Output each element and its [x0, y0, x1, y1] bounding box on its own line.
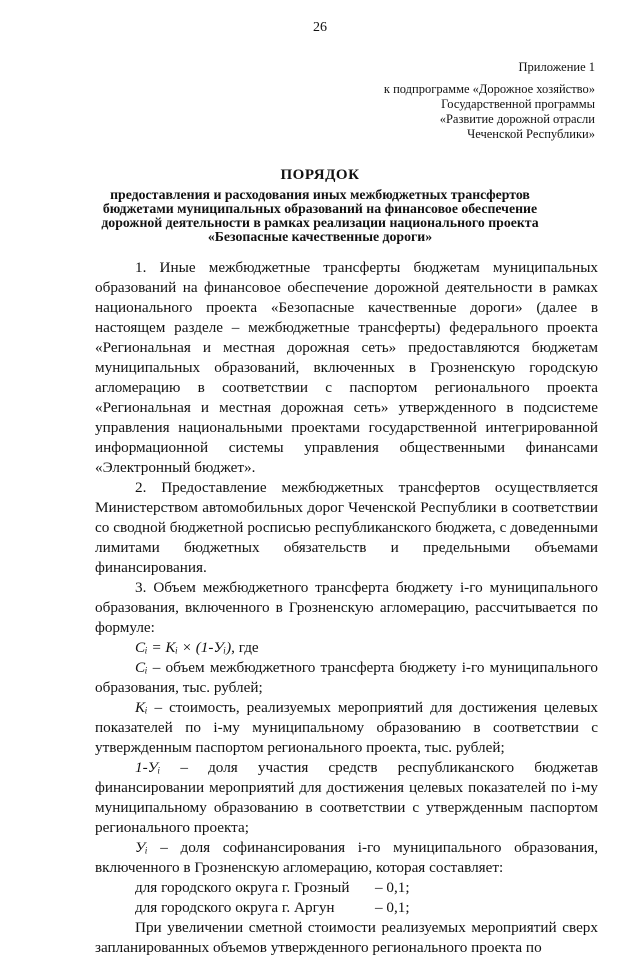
- city-value: – 0,1;: [375, 899, 410, 916]
- annex-line: «Развитие дорожной отрасли: [439, 112, 595, 126]
- paragraph-2: 2. Предоставление межбюджетных трансфертов осуществляется Министерством автомобильных дорог Чеченской Республики в соответствии со сводной бюджетной росписью республиканского бюджета, с доведенными лимитами бюджетных обязательств и предельными объемами финансирования.: [95, 479, 598, 576]
- annex-line: Чеченской Республики»: [467, 127, 595, 141]
- annex-line: Государственной программы: [441, 97, 595, 111]
- annex-title: Приложение 1: [518, 60, 595, 74]
- definition-1-u-text: – доля участия средств республиканского бюджетав финансировании мероприятий для достижения целевых показателей по i-му муниципальному образованию в соответствии с утвержденным паспортом регионального проекта;: [95, 759, 598, 836]
- formula-math: Cᵢ = Kᵢ × (1-Уᵢ): [135, 639, 232, 656]
- city-value: – 0,1;: [375, 879, 410, 896]
- paragraph-1: 1. Иные межбюджетные трансферты бюджетам муниципальных образований на финансовое обеспечение дорожной деятельности в рамках национального проекта «Безопасные качественные дороги» (далее в настоящем разделе – межбюджетные трансферты) федерального проекта «Региональная и местная дорожная сеть» предоставляются бюджетам муниципальных образований, включенных в Грозненскую городскую агломерацию в соответствии с паспортом регионального проекта «Региональная и местная дорожная сеть» утвержденного в подсистеме управления национальными проектами государственной интегрированной информационной системы управления общественными финансами «Электронный бюджет».: [95, 259, 598, 476]
- formula-line: [95, 638, 598, 658]
- definition-c: [95, 658, 598, 698]
- symbol-u: Уᵢ: [135, 839, 148, 856]
- paragraph-3: 3. Объем межбюджетного трансферта бюджету i-го муниципального образования, включенного в Грозненскую агломерацию, рассчитывается по формуле:: [95, 579, 598, 636]
- city-label: для городского округа г. Аргун: [135, 899, 335, 916]
- paragraph-last: При увеличении сметной стоимости реализуемых мероприятий сверх запланированных объемов утвержденного регионального проекта по: [95, 919, 598, 956]
- definition-u-text: – доля софинансирования i-го муниципального образования, включенного в Грозненскую агломерацию, которая составляет:: [95, 839, 598, 876]
- document-body: [95, 258, 598, 958]
- symbol-1-u: 1-Уᵢ: [135, 759, 161, 776]
- annex-line: к подпрограмме «Дорожное хозяйство»: [383, 82, 595, 96]
- definition-c-text: – объем межбюджетного трансферта бюджету i-го муниципального образования, тыс. рублей;: [95, 659, 598, 696]
- definition-k: [95, 698, 598, 758]
- symbol-c: Cᵢ: [135, 659, 148, 676]
- definition-u: [95, 838, 598, 878]
- document-title: ПОРЯДОК: [280, 167, 360, 183]
- city-row-argun: [95, 898, 598, 918]
- symbol-k: Kᵢ: [135, 699, 148, 716]
- annex-block: [384, 60, 595, 142]
- document-subtitle: предоставления и расходования иных межбюджетных трансфертов бюджетами муниципальных образований на финансовое обеспечение дорожной деятельности в рамках реализации национального проекта «Безопасные качественные дороги»: [101, 187, 539, 244]
- definition-1-u: [95, 758, 598, 838]
- definition-k-text: – стоимость, реализуемых мероприятий для достижения целевых показателей по i-му муниципальному образованию в соответствии с утвержденным паспортом регионального проекта, тыс. рублей;: [95, 699, 598, 756]
- city-label: для городского округа г. Грозный: [135, 879, 350, 896]
- formula-tail: , где: [231, 639, 259, 656]
- city-row-grozny: [95, 878, 598, 898]
- page-number: 26: [313, 20, 327, 35]
